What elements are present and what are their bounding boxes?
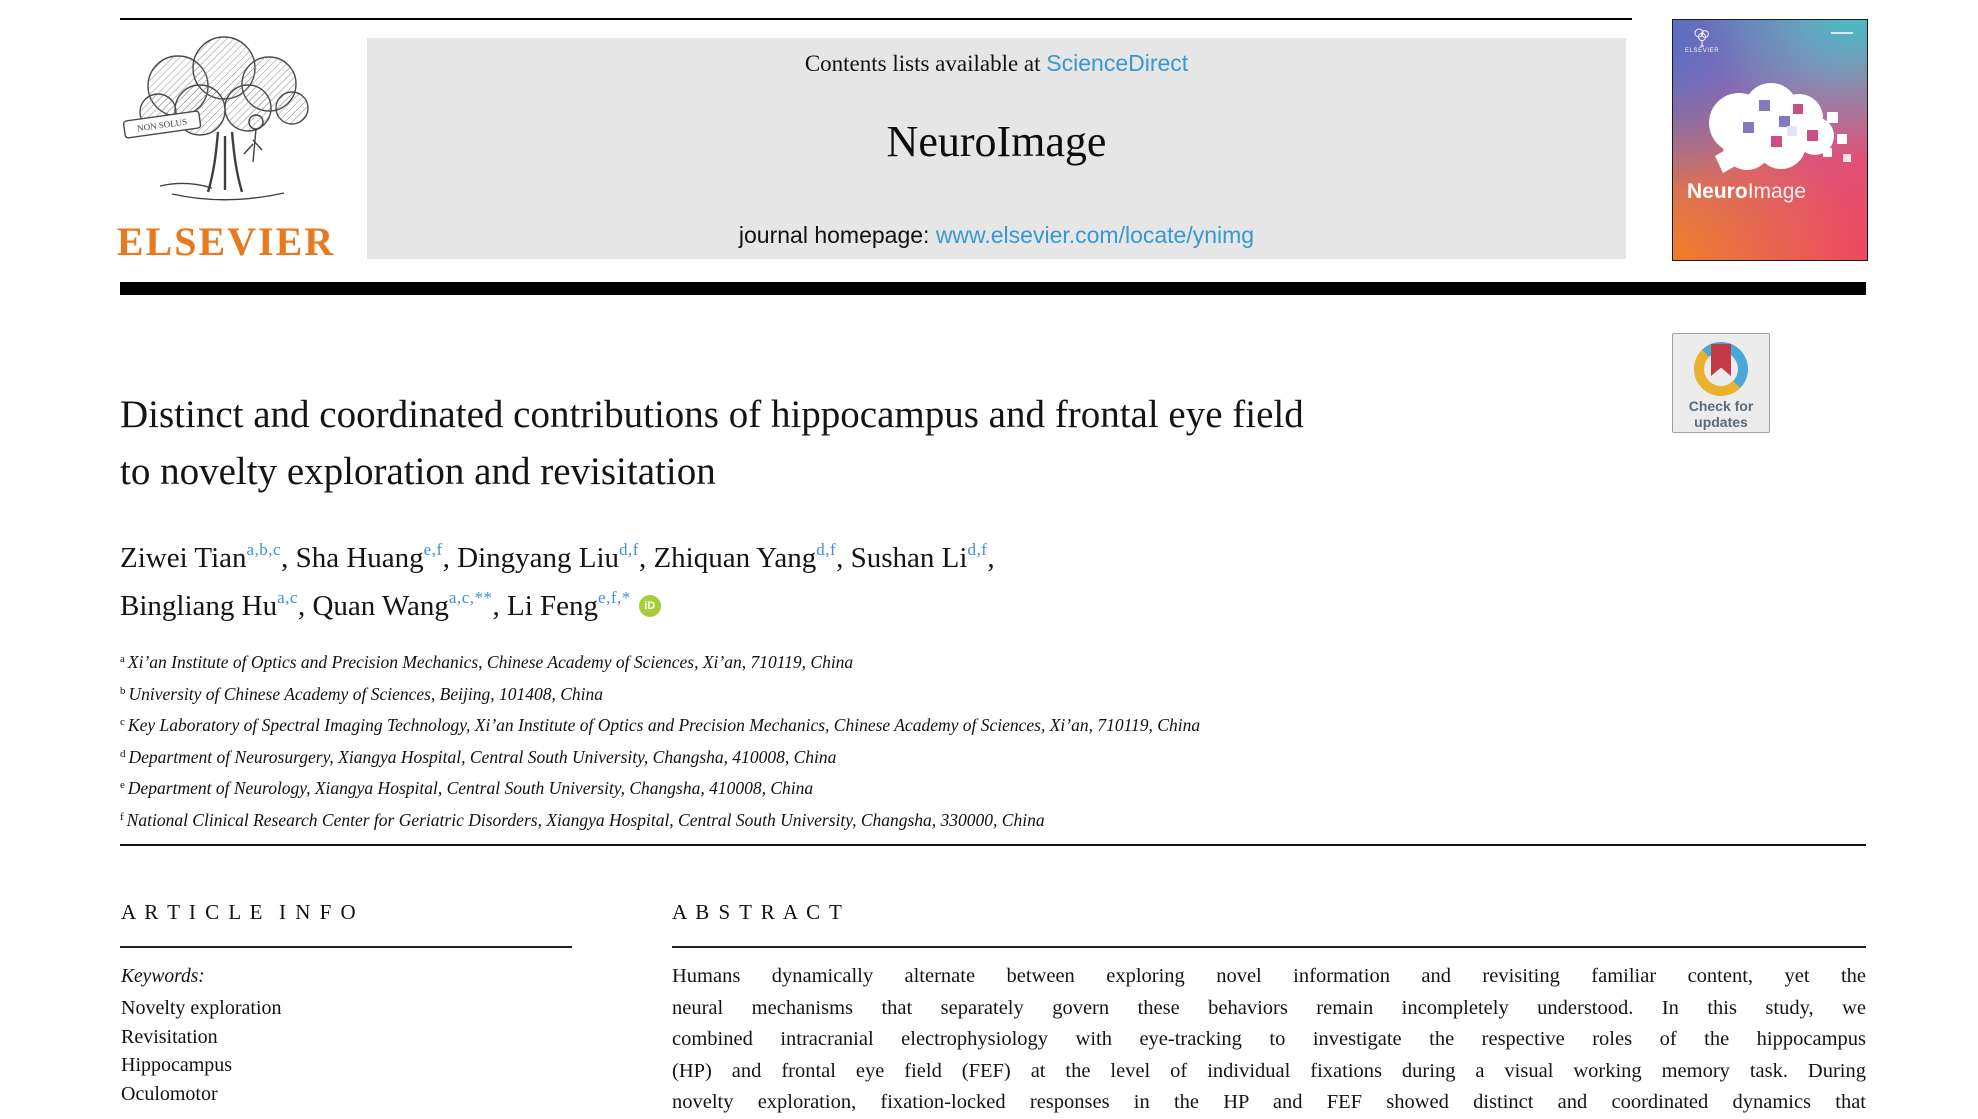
affiliation-item — [120, 806, 1820, 838]
author-separator: , — [297, 590, 313, 622]
author-line-1 — [120, 536, 1720, 584]
abstract-rule — [672, 946, 1866, 948]
journal-name: NeuroImage — [886, 117, 1107, 166]
author-name: Sha Huang — [295, 542, 424, 574]
author-name: Sushan Li — [850, 542, 968, 574]
cover-tree-icon — [1693, 28, 1711, 48]
keyword-item: Hippocampus — [121, 1054, 233, 1076]
author-affil-sup: d,f — [967, 540, 988, 559]
author-separator: , — [987, 542, 995, 574]
contents-line — [367, 50, 1626, 77]
check-for-updates-badge[interactable] — [1672, 333, 1770, 433]
author-affil-sup: d,f — [619, 540, 639, 559]
author-list — [120, 536, 1720, 632]
author-name: Ziwei Tian — [120, 542, 247, 574]
affiliation-text: Key Laboratory of Spectral Imaging Technology, Xi’an Institute of Optics and Precision Mechanics, Chinese Academy of Sciences, Xi’an, 710119, China — [127, 715, 1201, 735]
abstract-line: neural mechanisms that separately govern these behaviors remain incompletely understood. In this study, we — [672, 996, 1866, 1019]
abstract-line-clipped: novelty exploration, fixation-locked responses in the HP and FEF showed distinct and coordinated dynamics that — [672, 1091, 1866, 1113]
elsevier-wordmark: ELSEVIER — [116, 219, 336, 264]
keyword-item: Oculomotor — [121, 1082, 218, 1105]
keyword-item: Novelty exploration — [121, 997, 282, 1019]
affiliation-item — [120, 680, 1820, 712]
cover-brand-light: Image — [1747, 180, 1807, 203]
check-updates-line2: updates — [1694, 414, 1748, 430]
affiliation-text: Department of Neurology, Xiangya Hospital, Central South University, Changsha, 410008, China — [127, 778, 814, 798]
cover-elsevier-mark — [1685, 28, 1719, 54]
elsevier-tree-logo — [116, 36, 338, 214]
sciencedirect-link[interactable]: ScienceDirect — [1046, 50, 1189, 76]
cover-brand — [1687, 180, 1806, 204]
author-name: Dingyang Liu — [457, 542, 620, 574]
keyword-item: Revisitation — [121, 1025, 218, 1048]
author-line-2 — [120, 584, 1720, 632]
cover-issn-text — [1831, 32, 1853, 34]
abstract-line: (HP) and frontal eye field (FEF) at the level of individual fixations during a visual working memory task. During — [672, 1059, 1866, 1082]
article-info-heading: A R T I C L E I N F O — [121, 900, 358, 924]
contents-prefix: Contents lists available at — [804, 51, 1047, 76]
author-name: Bingliang Hu — [120, 590, 278, 622]
author-affil-sup: a,b,c — [246, 540, 282, 559]
affiliation-item — [120, 743, 1820, 775]
check-updates-label — [1673, 398, 1769, 430]
author-affil-sup: e,f,* — [598, 588, 631, 607]
article-info-rule — [120, 946, 572, 948]
cover-brain-art — [1687, 78, 1857, 183]
affiliation-sup: b — [120, 684, 126, 697]
cover-brand-bold: Neuro — [1687, 180, 1748, 203]
orcid-icon[interactable]: iD — [639, 595, 661, 617]
affiliation-sup: f — [120, 810, 124, 823]
affiliation-text: National Clinical Research Center for Geriatric Disorders, Xiangya Hospital, Central South University, Changsha, 330000, China — [126, 809, 1045, 830]
affiliation-text: Department of Neurosurgery, Xiangya Hospital, Central South University, Changsha, 410008, China — [128, 746, 837, 767]
divider-bar — [120, 282, 1866, 295]
section-divider — [120, 844, 1866, 846]
author-affil-sup: a,c,** — [448, 588, 493, 607]
author-name: Li Feng — [507, 590, 599, 622]
affiliation-sup: d — [120, 747, 126, 760]
homepage-link[interactable]: www.elsevier.com/locate/ynimg — [935, 222, 1255, 248]
author-separator: , — [638, 542, 654, 574]
affiliation-list — [120, 648, 1820, 837]
author-affil-sup: e,f — [423, 540, 443, 559]
affiliation-sup: a — [120, 653, 125, 665]
author-affil-sup: a,c — [277, 588, 298, 607]
affiliation-item — [120, 711, 1820, 743]
non-solus-banner: NON SOLUS — [136, 116, 188, 134]
abstract-text — [672, 961, 1866, 1119]
author-name: Zhiquan Yang — [653, 542, 817, 574]
abstract-line: combined intracranial electrophysiology with eye-tracking to investigate the respective roles of the hippocampus — [672, 1028, 1866, 1050]
author-separator: , — [281, 542, 296, 574]
homepage-line — [367, 222, 1626, 249]
affiliation-item — [120, 774, 1820, 806]
cover-elsevier-label: ELSEVIER — [1685, 48, 1720, 54]
author-affil-sup: d,f — [816, 540, 837, 559]
affiliation-sup: e — [120, 779, 125, 791]
affiliation-sup: c — [120, 716, 125, 728]
article-title-line2: to novelty exploration and revisitation — [120, 450, 716, 493]
homepage-label: journal homepage: — [738, 222, 936, 248]
author-separator: , — [492, 590, 507, 622]
article-title-line1: Distinct and coordinated contributions of hippocampus and frontal eye field — [120, 393, 1304, 436]
affiliation-item — [120, 648, 1820, 680]
journal-cover — [1672, 19, 1868, 261]
top-rule — [120, 18, 1632, 20]
abstract-heading: A B S T R A C T — [672, 900, 844, 924]
affiliation-text: Xi’an Institute of Optics and Precision Mechanics, Chinese Academy of Sciences, Xi’an, 710119, China — [127, 652, 854, 672]
check-updates-line1: Check for — [1688, 398, 1754, 414]
elsevier-tree-art — [116, 36, 338, 214]
article-title — [120, 386, 1680, 500]
keywords-label: Keywords: — [121, 966, 205, 987]
abstract-line: Humans dynamically alternate between exploring novel information and revisiting familiar content, yet the — [672, 965, 1866, 987]
author-separator: , — [442, 542, 458, 574]
keywords-list — [121, 994, 282, 1108]
author-separator: , — [836, 542, 851, 574]
author-name: Quan Wang — [312, 590, 449, 622]
affiliation-text: University of Chinese Academy of Sciences, Beijing, 101408, China — [128, 683, 604, 704]
